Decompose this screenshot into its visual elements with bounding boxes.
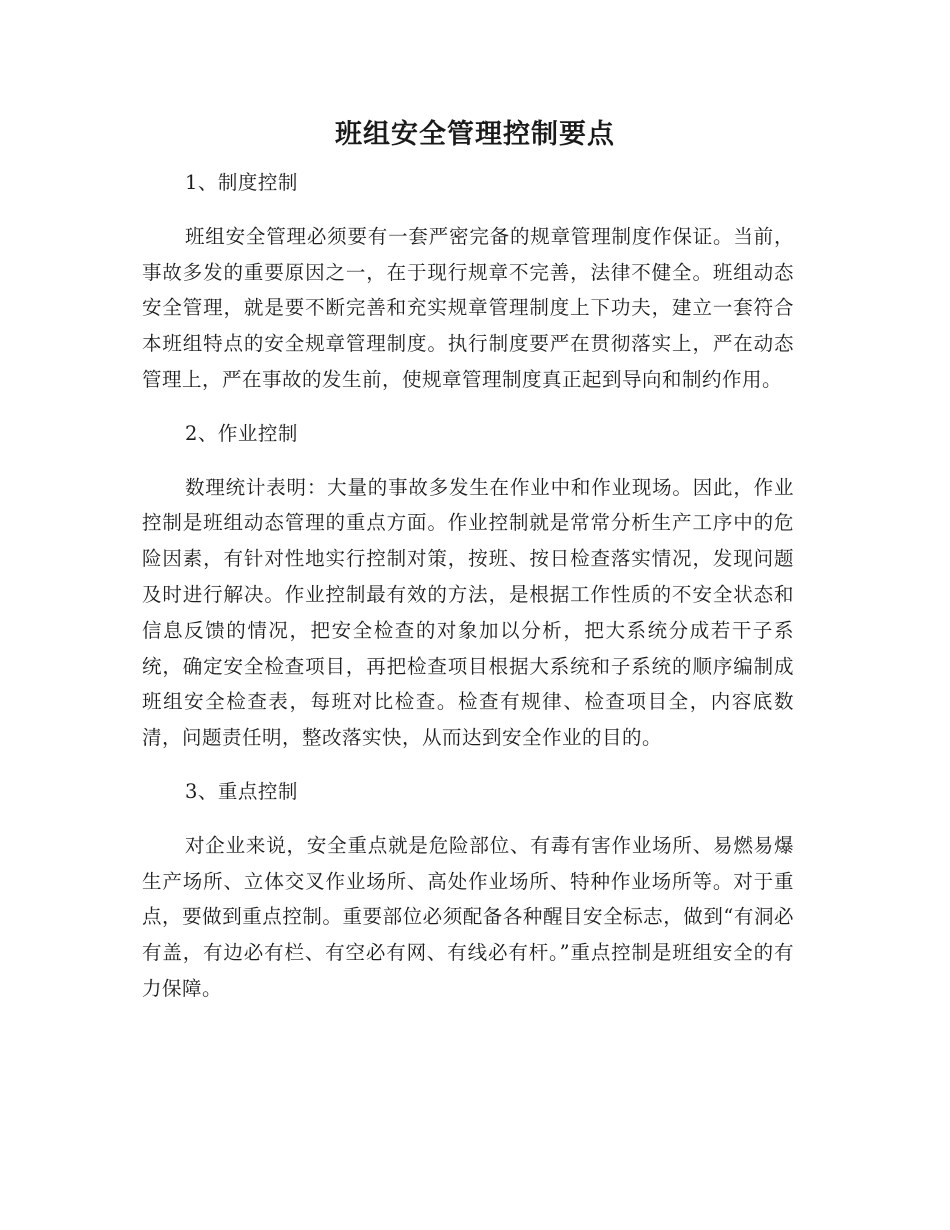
document-title: 班组安全管理控制要点 bbox=[335, 119, 615, 150]
document-body bbox=[142, 165, 794, 1025]
section-paragraph: 数理统计表明：大量的事故多发生在作业中和作业现场。因此，作业控制是班组动态管理的重点方面。作业控制就是常常分析生产工序中的危险因素，有针对性地实行控制对策，按班、按日检查落实情况，发现问题及时进行解决。作业控制最有效的方法，是根据工作性质的不安全状态和信息反馈的情况，把安全检查的对象加以分析，把大系统分成若干子系统，确定安全检查项目，再把检查项目根据大系统和子系统的顺序编制成班组安全检查表，每班对比检查。检查有规律、检查项目全，内容底数清，问题责任明，整改落实快，从而达到安全作业的目的。 bbox=[142, 475, 794, 750]
section-heading: 3、重点控制 bbox=[185, 779, 298, 803]
section-heading: 2、作业控制 bbox=[185, 421, 298, 445]
section-3 bbox=[142, 774, 794, 1007]
section-heading: 1、制度控制 bbox=[185, 171, 298, 194]
section-2 bbox=[142, 416, 794, 756]
section-paragraph: 对企业来说，安全重点就是危险部位、有毒有害作业场所、易燃易爆生产场所、立体交叉作业场所、高处作业场所、特种作业场所等。对于重点，要做到重点控制。重要部位必须配备各种醒目安全标志，做到“有洞必有盖，有边必有栏、有空必有网、有线必有杆。”重点控制是班组安全的有力保障。 bbox=[142, 833, 794, 1000]
section-1 bbox=[142, 165, 794, 398]
section-paragraph: 班组安全管理必须要有一套严密完备的规章管理制度作保证。当前，事故多发的重要原因之一，在于现行规章不完善，法律不健全。班组动态安全管理，就是要不断完善和充实规章管理制度上下功夫，建立一套符合本班组特点的安全规章管理制度。执行制度要严在贯彻落实上，严在动态管理上，严在事故的发生前，使规章管理制度真正起到导向和制约作用。 bbox=[142, 224, 794, 391]
